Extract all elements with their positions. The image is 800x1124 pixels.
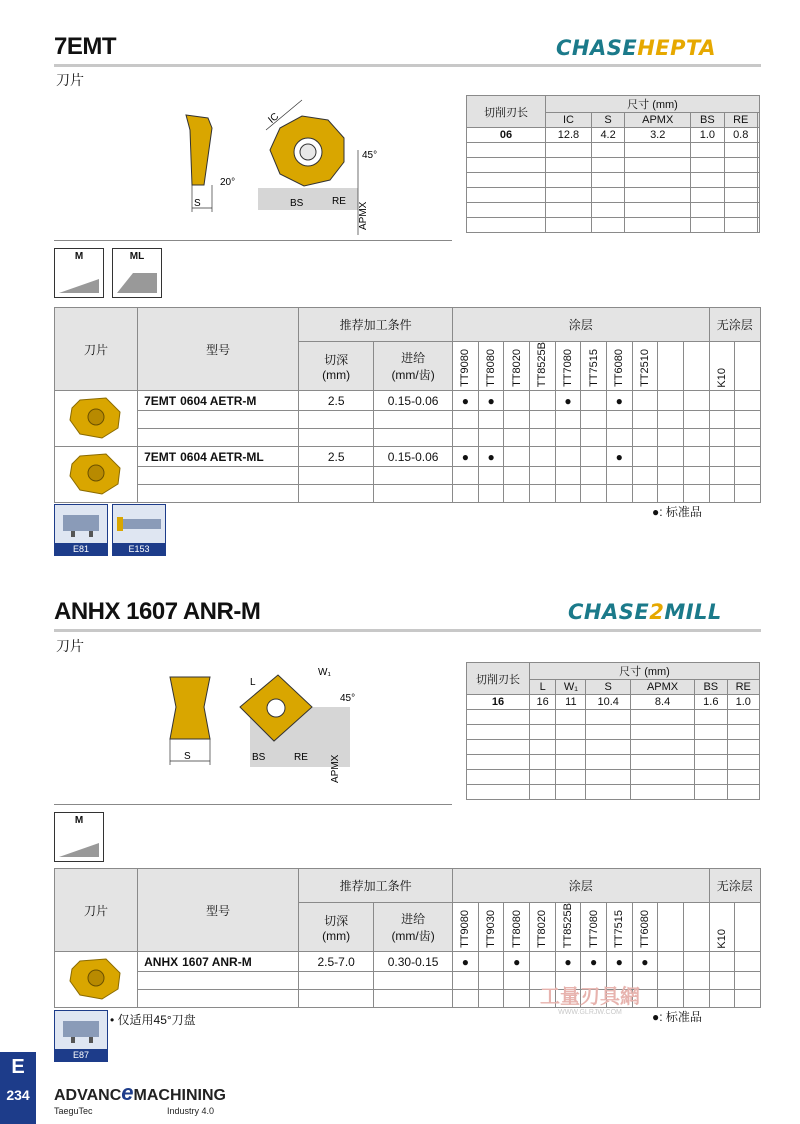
model-series: 7EMT [144, 449, 177, 464]
table-row [55, 447, 761, 467]
group-head-size: 尺寸 (mm) [546, 96, 760, 113]
col-apmx2: APMX [631, 680, 695, 695]
grade-label: TT6080 [613, 349, 626, 388]
grade-header [735, 903, 761, 952]
standard-dot: ● [606, 952, 632, 972]
grade-header [632, 903, 658, 952]
table-row [55, 429, 761, 447]
insert-photo [55, 952, 138, 1008]
grade-header [581, 342, 607, 391]
empty-cell [530, 391, 556, 411]
grade-label: TT7515 [587, 349, 600, 388]
empty-cell [683, 952, 709, 972]
ref-e153[interactable]: E153 [112, 504, 166, 556]
empty-cell [504, 447, 530, 467]
feed-cell: 0.15-0.06 [374, 391, 453, 411]
grade-label: TT7080 [561, 349, 574, 388]
section1-subtitle: 刀片 [56, 72, 84, 88]
empty-cell [530, 447, 556, 467]
cell-edge: 06 [467, 128, 546, 143]
empty-cell [658, 447, 684, 467]
head-coated: 涂层 [453, 308, 709, 342]
grade-label: TT8020 [510, 349, 523, 388]
head-conditions: 推荐加工条件 [299, 308, 453, 342]
legend-standard-2: ●: 标准品 [652, 1010, 702, 1024]
bs-label: BS [290, 198, 304, 209]
table-row [55, 972, 761, 990]
grade-header [504, 903, 530, 952]
section2-title: ANHX 1607 ANR-M [54, 598, 261, 625]
grade-label: TT8525B [561, 903, 574, 949]
empty-cell [658, 391, 684, 411]
empty-cell [709, 952, 735, 972]
depth-cell: 2.5 [299, 447, 374, 467]
page-number: 234 [6, 1087, 30, 1103]
feed-cell: 0.15-0.06 [374, 447, 453, 467]
grade-label: TT9030 [485, 910, 498, 949]
empty-cell [478, 952, 504, 972]
grade-header [683, 342, 709, 391]
standard-dot: ● [453, 391, 479, 411]
head-depth: 切深 (mm) [299, 903, 374, 952]
empty-cell [709, 391, 735, 411]
head-insert: 刀片 [55, 308, 138, 391]
standard-dot: ● [453, 447, 479, 467]
cell-re: 0.8 [724, 128, 757, 143]
head-model-2: 型号 [138, 869, 299, 952]
grade-label: TT8020 [536, 910, 549, 949]
empty-cell [735, 391, 761, 411]
head-insert-2: 刀片 [55, 869, 138, 952]
table-row [55, 952, 761, 972]
empty-cell [683, 391, 709, 411]
grade-header [555, 342, 581, 391]
geometry-icon-ml: ML [112, 248, 162, 298]
feed-cell: 0.30-0.15 [374, 952, 453, 972]
model-series: ANHX [144, 954, 179, 969]
table-row [55, 990, 761, 1008]
standard-dot: ● [478, 391, 504, 411]
head-depth: 切深 (mm) [299, 342, 374, 391]
grades-table-anhx [54, 868, 761, 1008]
grade-header [606, 342, 632, 391]
l-label: L [250, 677, 256, 688]
insert-photo [55, 447, 138, 503]
empty-cell [632, 447, 658, 467]
grade-header [504, 342, 530, 391]
empty-cell [632, 391, 658, 411]
advance-machining-logo: ADVANCeMACHINING TaeguTec Industry 4.0 [54, 1080, 226, 1116]
grades-table-7emt [54, 307, 761, 503]
model-series: 7EMT [144, 393, 177, 408]
head-feed: 进给 (mm/齿) [374, 342, 453, 391]
legend-standard-1: ●: 标准品 [652, 505, 702, 519]
group-head-size-2: 尺寸 (mm) [530, 663, 760, 680]
head-conditions-2: 推荐加工条件 [299, 869, 453, 903]
empty-cell [735, 952, 761, 972]
head-coated-2: 涂层 [453, 869, 709, 903]
col-empty [757, 113, 759, 128]
empty-cell [555, 447, 581, 467]
chase-hepta-logo: CHASEHEPTA [556, 36, 716, 60]
grade-header [606, 903, 632, 952]
cell-apmx: 3.2 [625, 128, 691, 143]
grade-header [555, 903, 581, 952]
standard-dot: ● [606, 447, 632, 467]
grade-header [658, 903, 684, 952]
empty-cell [504, 391, 530, 411]
grade-header [478, 903, 504, 952]
angle45-2-label: 45° [340, 693, 356, 704]
empty-cell [709, 447, 735, 467]
model-cell [138, 952, 299, 972]
standard-dot: ● [453, 952, 479, 972]
chapter-tab [0, 1052, 36, 1124]
insert-photo-icon [66, 955, 126, 1001]
table-row [55, 467, 761, 485]
col-re2: RE [727, 680, 759, 695]
geometry-icon-m: M [54, 248, 104, 298]
standard-dot: ● [504, 952, 530, 972]
model-code: 1607 ANR-M [182, 954, 252, 969]
empty-cell [530, 952, 556, 972]
ic-label: IC [266, 111, 282, 126]
re-label: RE [332, 196, 346, 207]
grade-label: TT8525B [536, 342, 549, 388]
grade-label: TT8080 [485, 349, 498, 388]
grade-header [453, 903, 479, 952]
insert-photo-icon [66, 450, 126, 496]
col-re: RE [724, 113, 757, 128]
grade-header [709, 903, 735, 952]
section2-rule [54, 629, 761, 632]
col-apmx: APMX [625, 113, 691, 128]
model-code: 0604 AETR-M [180, 393, 257, 408]
col-ic: IC [546, 113, 592, 128]
col-head-edge: 切削刃长 [467, 96, 546, 128]
angle45-label: 45° [362, 150, 378, 161]
grade-label: K10 [715, 928, 728, 949]
grade-header [478, 342, 504, 391]
chase2mill-logo: CHASE2MILL [568, 600, 722, 624]
col-s2: S [586, 680, 631, 695]
head-model: 型号 [138, 308, 299, 391]
standard-dot: ● [581, 952, 607, 972]
ref-e81[interactable]: E81 [54, 504, 108, 556]
empty-cell [581, 447, 607, 467]
angle20-label: 20° [220, 177, 236, 188]
table-row [55, 391, 761, 411]
chapter-letter: E [11, 1056, 25, 1078]
standard-dot: ● [478, 447, 504, 467]
insert-7emt-drawing [180, 90, 460, 235]
section1-title: 7EMT [54, 33, 117, 60]
s-label: S [194, 198, 201, 209]
cell-w1: 11 [556, 695, 586, 710]
drawing-baseline [54, 240, 452, 241]
grade-header [453, 342, 479, 391]
dimension-table-anhx [466, 662, 760, 800]
model-code: 0604 AETR-ML [180, 449, 264, 464]
col-w1: W₁ [556, 680, 586, 695]
insert-photo-icon [66, 394, 126, 440]
standard-dot: ● [606, 391, 632, 411]
standard-dot: ● [555, 391, 581, 411]
model-cell [138, 447, 299, 467]
depth-cell: 2.5 [299, 391, 374, 411]
grade-label: TT7080 [587, 910, 600, 949]
grade-header [530, 903, 556, 952]
cell-s2: 10.4 [586, 695, 631, 710]
head-uncoated-2: 无涂层 [709, 869, 760, 903]
empty-cell [658, 952, 684, 972]
ref-note: • 仅适用45°刀盘 [110, 1013, 196, 1027]
insert-anhx-drawing [160, 655, 460, 795]
section2-subtitle: 刀片 [56, 638, 84, 654]
cell-bs: 1.0 [691, 128, 724, 143]
grade-header [658, 342, 684, 391]
dimension-table-7emt [466, 95, 760, 233]
cell-edge-2: 16 [467, 695, 530, 710]
grade-label: TT9080 [459, 910, 472, 949]
cell-l: 16 [530, 695, 556, 710]
watermark: 工量刃具網 WWW.GLRJW.COM [540, 986, 640, 1016]
w1-label: W₁ [318, 667, 331, 678]
section1-rule [54, 64, 761, 67]
apmx-label: APMX [358, 201, 369, 230]
col-head-edge-2: 切削刃长 [467, 663, 530, 695]
standard-dot: ● [555, 952, 581, 972]
grade-header [581, 903, 607, 952]
grade-header [709, 342, 735, 391]
head-feed: 进给 (mm/齿) [374, 903, 453, 952]
re2-label: RE [294, 752, 308, 763]
grade-header [530, 342, 556, 391]
apmx2-label: APMX [330, 754, 341, 783]
grade-label: TT9080 [459, 349, 472, 388]
grade-header [683, 903, 709, 952]
cell-bs2: 1.6 [695, 695, 727, 710]
grade-label: K10 [715, 367, 728, 388]
col-l: L [530, 680, 556, 695]
col-bs2: BS [695, 680, 727, 695]
cell-ic: 12.8 [546, 128, 592, 143]
bs2-label: BS [252, 752, 266, 763]
grade-label: TT8080 [510, 910, 523, 949]
model-cell [138, 391, 299, 411]
insert-photo [55, 391, 138, 447]
grade-label: TT2510 [638, 349, 651, 388]
table-row [55, 485, 761, 503]
depth-cell: 2.5-7.0 [299, 952, 374, 972]
col-s: S [591, 113, 624, 128]
grade-header [735, 342, 761, 391]
head-uncoated: 无涂层 [709, 308, 760, 342]
s2-label: S [184, 751, 191, 762]
col-bs: BS [691, 113, 724, 128]
cell-apmx2: 8.4 [631, 695, 695, 710]
grade-label: TT6080 [638, 910, 651, 949]
cell-re2: 1.0 [727, 695, 759, 710]
drawing-baseline-2 [54, 804, 452, 805]
ref-e87[interactable]: E87 [54, 1010, 108, 1062]
empty-cell [683, 447, 709, 467]
table-row [55, 411, 761, 429]
cell-s: 4.2 [591, 128, 624, 143]
grade-header [632, 342, 658, 391]
empty-cell [735, 447, 761, 467]
geometry-icon-m-2: M [54, 812, 104, 862]
grade-label: TT7515 [613, 910, 626, 949]
empty-cell [581, 391, 607, 411]
standard-dot: ● [632, 952, 658, 972]
